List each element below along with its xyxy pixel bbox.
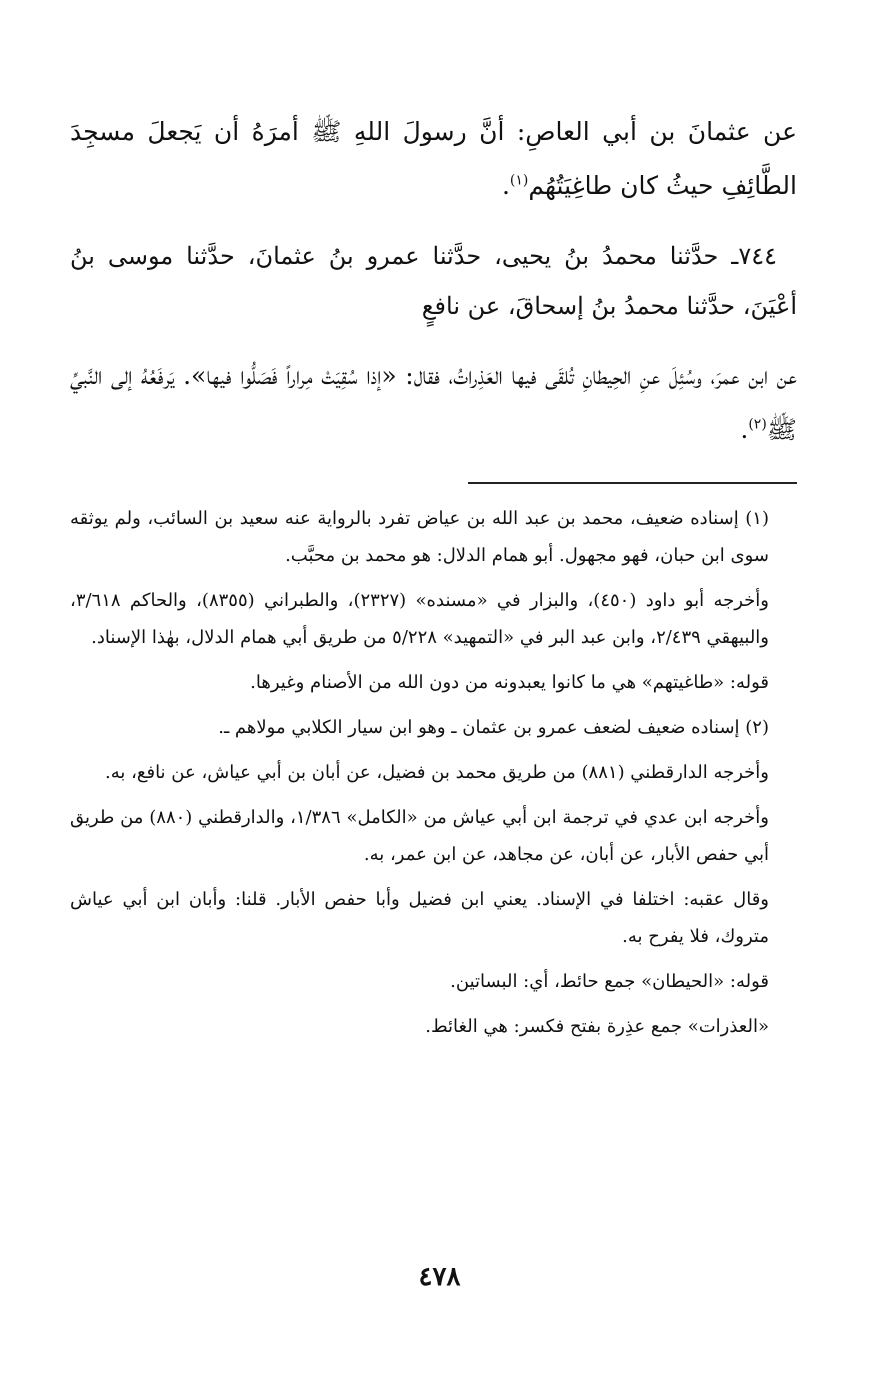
page-number: ٤٧٨ [418,1262,461,1292]
footnote-2-comment: وقال عقبه: اختلفا في الإسناد. يعني ابن فضيل وأبا حفص الأبار. قلنا: وأبان ابن أبي عياش متروك، فلا يفرح به. [70,889,769,947]
hadith-744-isnad: ٧٤٤ـ حدَّثنا محمدُ بنُ يحيى، حدَّثنا عمرو بنُ عثمانَ، حدَّثنا موسى بنُ أعْيَنَ، حدَّثنا محمدُ بنُ إسحاقَ، عن نافعٍ [70,242,797,320]
footnote-2-gloss-b: «العذرات» جمع عذِرة بفتح فكسر: هي الغائط. [425,1016,769,1037]
footnote-2-gloss-a: قوله: «الحيطان» جمع حائط، أي: البساتين. [450,971,769,992]
footnote-divider [468,482,797,484]
footnote-2-takhrij-b: وأخرجه ابن عدي في ترجمة ابن أبي عياش من «الكامل» ١/٣٨٦، والدارقطني (٨٨٠) من طريق أبي حفص الأبار، عن أبان، عن مجاهد، عن ابن عمر، به. [70,807,769,865]
footnotes [70,500,797,1053]
footnote-1-gloss: قوله: «طاغيتهم» هي ما كانوا يعبدونه من دون الله من الأصنام وغيرها. [250,672,769,693]
hadith-744-text: عن ابن عمرَ، وسُئِلَ عنِ الحِيطانِ تُلقَى فيها العَذِراتُ، فقال: «إذا سُقِيَتْ مِراراً فَصَلُّوا فيها». يَرفَعُهُ إلى النَّبيِّ ﷺ$^{(٢)}$. [70,361,797,444]
footnote-1-takhrij: وأخرجه أبو داود (٤٥٠)، والبزار في «مسنده» (٢٣٢٧)، والطبراني (٨٣٥٥)، والحاكم ٣/٦١٨، والبيهقي ٢/٤٣٩، وابن عبد البر في «التمهيد» ٥/٢٢٨ من طريق أبي همام الدلال، بهٰذا الإسناد. [70,590,769,648]
footnote-ref-1: (١) [509,172,529,189]
hadith-743-text: عن عثمانَ بن أبي العاصِ: أنَّ رسولَ اللهِ ﷺ أمرَهُ أن يَجعلَ مسجِدَ الطَّائِفِ حيثُ كان طاغِيَتُهُم$^{(١)}$. [70,117,797,200]
footnote-1: (١) إسناده ضعيف، محمد بن عبد الله بن عياض تفرد بالرواية عنه سعيد بن السائب، ولم يوثقه سوى ابن حبان، فهو مجهول. أبو همام الدلال: هو محمد بن محبَّب. [70,508,769,566]
footnote-2: (٢) إسناده ضعيف لضعف عمرو بن عثمان ـ وهو ابن سيار الكلابي مولاهم ـ. [218,717,769,738]
footnote-2-takhrij-a: وأخرجه الدارقطني (٨٨١) من طريق محمد بن فضيل، عن أبان بن أبي عياش، عن نافع، به. [104,762,769,783]
main-text [70,105,797,475]
footnote-ref-2: (٢) [748,416,767,433]
